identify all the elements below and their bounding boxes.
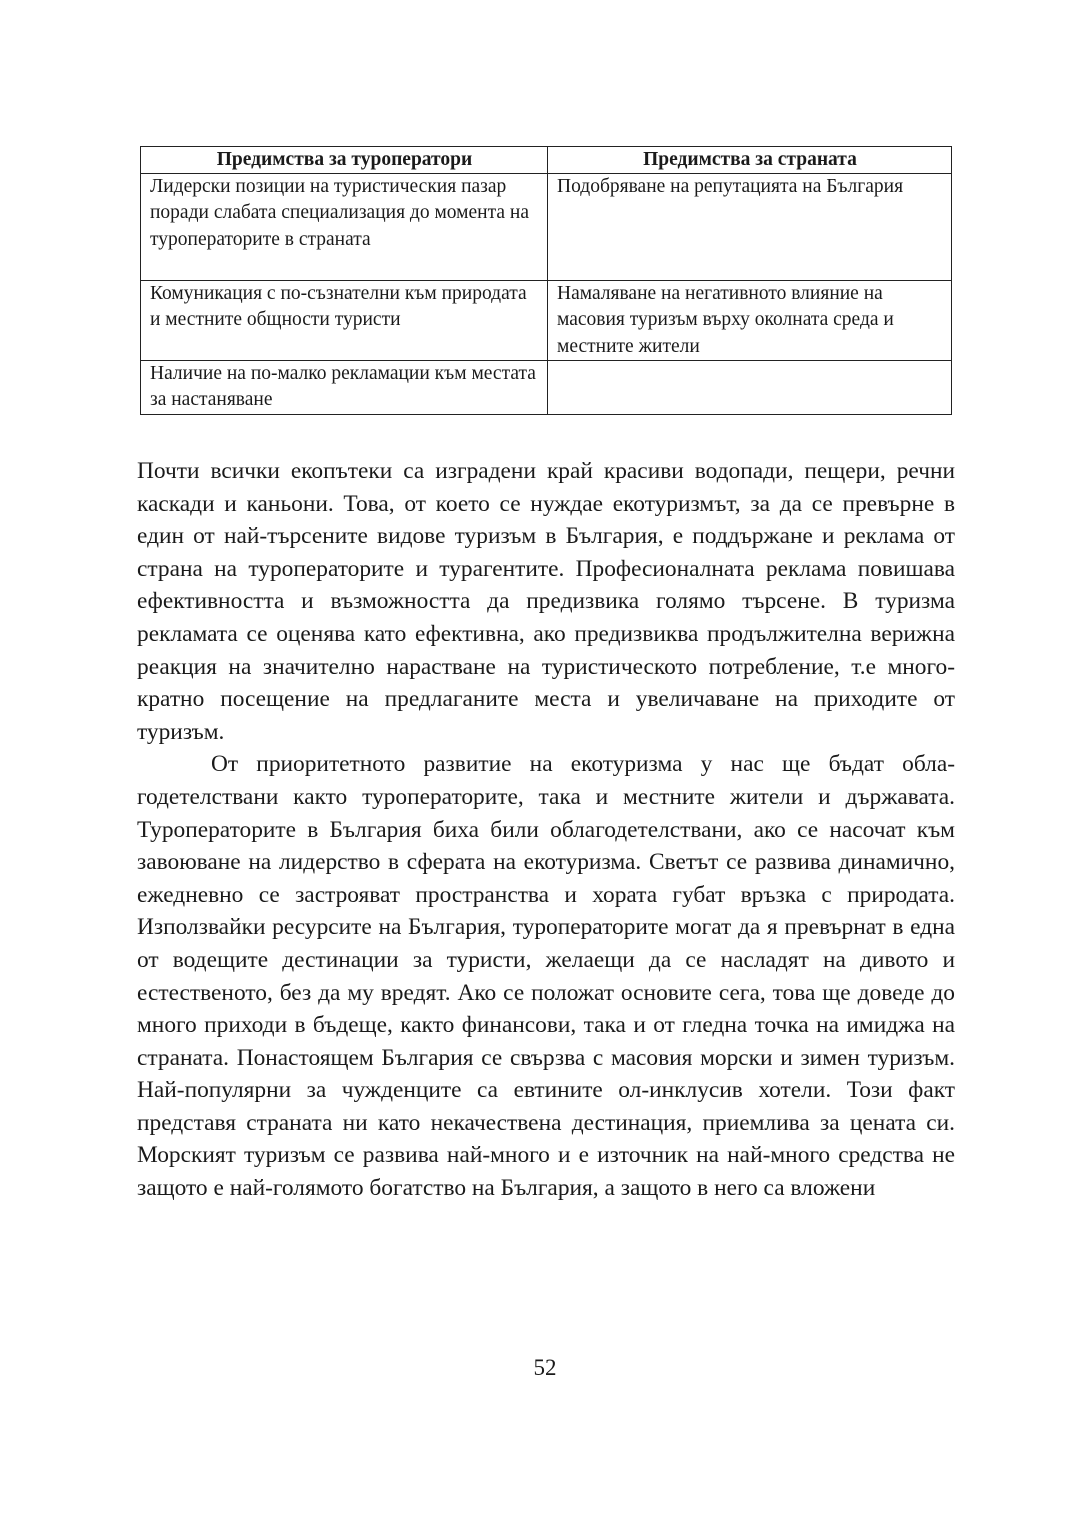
paragraph: От приоритетното развитие на екотуризма у нас ще бъдат облагодетелствани както туроператорите, така и местните жители и държавата. Туроператорите в България биха били облагодетелствани, ако се насочат към завоюване на лидерство в сферата на екотуризма. Светът се развива динамично, ежедневно се застрояват пространства и хората губат връзка с природата. Използвайки ресурсите на България, туроператорите могат да я превърнат в една от водещите дестинации за туристи, желаещи да се насладят на дивото и естественото, без да му вредят. Ако се положат основите сега, това ще доведе до много приходи в бъдеще, както финансови, така и от гледна точка на имиджа на страната. Понастоящем България се свързва с масовия морски и зимен туризъм. Най-популярни за чужденците са евтините ол-инклусив хотели. Този факт представя страната ни като некачествена дестинация, приемлива за цената си. Морският туризъм се развива най-много и е източник на най-много средства не защото е най-голямото богатство на България, а защото в него са вложени: [137, 751, 955, 1202]
advantages-table: [140, 146, 952, 415]
table-cell: Наличие на по-малко рекламации към местата за настаняване: [141, 361, 548, 415]
table-cell: Подобряване на репутацията на България: [548, 174, 952, 281]
header-tour-operators: Предимства за туроператори: [141, 147, 548, 174]
table-cell: [548, 361, 952, 415]
table-cell: Намаляване на негативното влияние на масовия туризъм върху околната среда и местните жители: [548, 281, 952, 361]
table-cell: Комуникация с по-съзнателни към природата и местните общности туристи: [141, 281, 548, 361]
body-text: [137, 455, 955, 1205]
table-row: [141, 174, 952, 281]
header-country: Предимства за страната: [548, 147, 952, 174]
table-row: [141, 281, 952, 361]
page-number: 52: [533, 1355, 557, 1380]
table-row: [141, 361, 952, 415]
table-header-row: [141, 147, 952, 174]
table-cell: Лидерски позиции на туристическия пазар поради слабата специализация до момента на туроператорите в страната: [141, 174, 548, 281]
paragraph: Почти всички екопътеки са изградени край красиви водопади, пещери, речни каскади и каньони. Това, от което се нуждае екотуризмът, за да се превърне в един от най-търсените видове туризъм в България, е поддържане и реклама от страна на туроператорите и турагентите. Професионалната реклама повишава ефективността и възможността да предизвика голямо търсене. В туризма рекламата се оценява като ефективна, ако предизвиква продължителна верижна реакция на значително нарастване на туристическото потребление, т.е многократно посещение на предлаганите места и увеличаване на приходите от туризъм.: [137, 458, 955, 745]
